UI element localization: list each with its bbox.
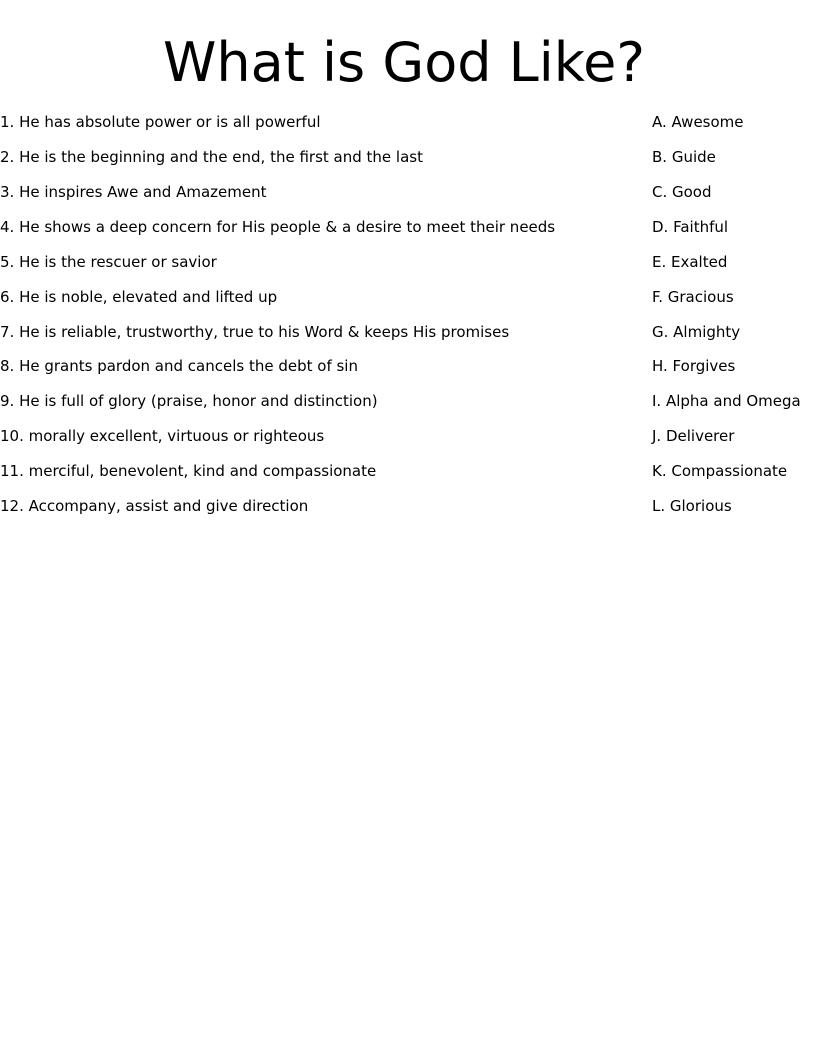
- match-row-7: [0, 320, 816, 344]
- answer-k: K. Compassionate: [652, 462, 788, 480]
- match-row-6: [0, 285, 816, 309]
- answer-i: I. Alpha and Omega: [652, 392, 801, 410]
- answer-a: A. Awesome: [652, 113, 744, 131]
- clue-6: 6. He is noble, elevated and lifted up: [0, 288, 278, 306]
- worksheet-title: What is God Like?: [163, 31, 645, 94]
- match-row-3: [0, 180, 816, 204]
- answer-l: L. Glorious: [652, 497, 732, 515]
- match-row-9: [0, 389, 816, 413]
- clue-10: 10. morally excellent, virtuous or righteous: [0, 427, 325, 445]
- clue-5: 5. He is the rescuer or savior: [0, 253, 217, 271]
- answer-d: D. Faithful: [652, 218, 729, 236]
- answer-h: H. Forgives: [652, 357, 736, 375]
- clue-1: 1. He has absolute power or is all powerful: [0, 113, 321, 131]
- match-row-2: [0, 145, 816, 169]
- clue-12: 12. Accompany, assist and give direction: [0, 497, 309, 515]
- clue-4: 4. He shows a deep concern for His people & a desire to meet their needs: [0, 218, 556, 236]
- match-row-8: [0, 354, 816, 378]
- match-row-10: [0, 424, 816, 448]
- clue-3: 3. He inspires Awe and Amazement: [0, 183, 267, 201]
- clue-2: 2. He is the beginning and the end, the first and the last: [0, 148, 423, 166]
- clue-8: 8. He grants pardon and cancels the debt of sin: [0, 357, 358, 375]
- answer-c: C. Good: [652, 183, 712, 201]
- answer-f: F. Gracious: [652, 288, 734, 306]
- clue-11: 11. merciful, benevolent, kind and compassionate: [0, 462, 377, 480]
- answer-g: G. Almighty: [652, 323, 741, 341]
- answer-j: J. Deliverer: [652, 427, 735, 445]
- clue-9: 9. He is full of glory (praise, honor and distinction): [0, 392, 378, 410]
- answer-e: E. Exalted: [652, 253, 728, 271]
- match-row-1: [0, 110, 816, 134]
- clue-7: 7. He is reliable, trustworthy, true to his Word & keeps His promises: [0, 323, 510, 341]
- match-row-5: [0, 250, 816, 274]
- match-row-12: [0, 494, 816, 518]
- match-row-11: [0, 459, 816, 483]
- answer-b: B. Guide: [652, 148, 716, 166]
- match-row-4: [0, 215, 816, 239]
